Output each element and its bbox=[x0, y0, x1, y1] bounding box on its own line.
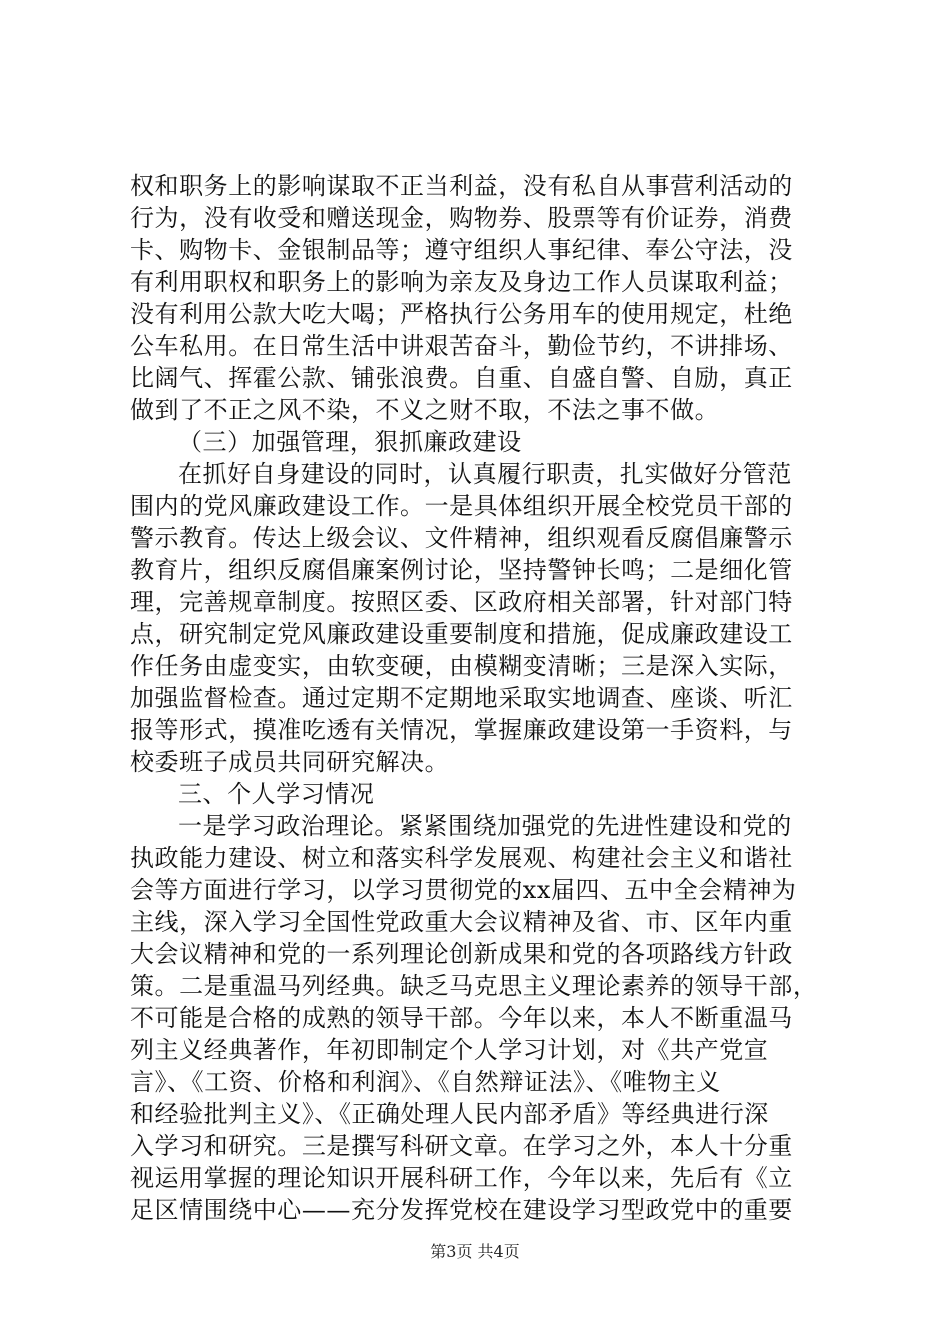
text-line: 入学习和研究。三是撰写科研文章。在学习之外，本人十分重 bbox=[130, 1132, 793, 1160]
text-line: 没有利用公款大吃大喝；严格执行公务用车的使用规定，杜绝 bbox=[130, 300, 793, 328]
text-line: 做到了不正之风不染，不义之财不取，不法之事不做。 bbox=[130, 396, 720, 424]
text-line: 言》、《工资、价格和利润》、《自然辩证法》、《唯物主义 bbox=[130, 1068, 721, 1096]
text-line: 公车私用。在日常生活中讲艰苦奋斗，勤俭节约，不讲排场、 bbox=[130, 332, 793, 360]
text-line: 一是学习政治理论。紧紧围绕加强党的先进性建设和党的 bbox=[178, 812, 792, 840]
text-line: 围内的党风廉政建设工作。一是具体组织开展全校党员干部的 bbox=[130, 492, 793, 520]
section-heading: （三）加强管理，狠抓廉政建设 bbox=[178, 428, 522, 456]
text-line: 有利用职权和职务上的影响为亲友及身边工作人员谋取利益； bbox=[130, 268, 793, 296]
text-line: 策。二是重温马列经典。缺乏马克思主义理论素养的领导干部， bbox=[130, 972, 818, 1000]
text-line: 会等方面进行学习，以学习贯彻党的xx届四、五中全会精神为 bbox=[130, 876, 797, 904]
text-line: 校委班子成员共同研究解决。 bbox=[130, 748, 450, 776]
text-line: 加强监督检查。通过定期不定期地采取实地调查、座谈、听汇 bbox=[130, 684, 793, 712]
section-heading: 三、个人学习情况 bbox=[178, 780, 375, 808]
text-line: 卡、购物卡、金银制品等；遵守组织人事纪律、奉公守法，没 bbox=[130, 236, 793, 264]
text-line: 视运用掌握的理论知识开展科研工作，今年以来，先后有《立 bbox=[130, 1164, 793, 1192]
text-line: 列主义经典著作，年初即制定个人学习计划，对《共产党宣 bbox=[130, 1036, 769, 1064]
page-footer bbox=[0, 1242, 950, 1262]
text-line: 和经验批判主义》、《正确处理人民内部矛盾》等经典进行深 bbox=[130, 1100, 769, 1128]
text-line: 不可能是合格的成熟的领导干部。今年以来，本人不断重温马 bbox=[130, 1004, 793, 1032]
text-line: 比阔气、挥霍公款、铺张浪费。自重、自盛自警、自励，真正 bbox=[130, 364, 793, 392]
text-line: 行为，没有收受和赠送现金，购物券、股票等有价证券，消费 bbox=[130, 204, 793, 232]
text-line: 警示教育。传达上级会议、文件精神，组织观看反腐倡廉警示 bbox=[130, 524, 793, 552]
page-number: 第3页 共4页 bbox=[430, 1242, 520, 1261]
text-line: 理，完善规章制度。按照区委、区政府相关部署，针对部门特 bbox=[130, 588, 793, 616]
text-line: 主线，深入学习全国性党政重大会议精神及省、市、区年内重 bbox=[130, 908, 793, 936]
text-line: 作任务由虚变实，由软变硬，由模糊变清晰；三是深入实际， bbox=[130, 652, 793, 680]
text-line: 大会议精神和党的一系列理论创新成果和党的各项路线方针政 bbox=[130, 940, 793, 968]
text-line: 在抓好自身建设的同时，认真履行职责，扎实做好分管范 bbox=[178, 460, 792, 488]
text-line: 点，研究制定党风廉政建设重要制度和措施，促成廉政建设工 bbox=[130, 620, 793, 648]
text-line: 执政能力建设、树立和落实科学发展观、构建社会主义和谐社 bbox=[130, 844, 793, 872]
text-line: 足区情围绕中心——充分发挥党校在建设学习型政党中的重要 bbox=[130, 1196, 793, 1224]
document-body bbox=[130, 170, 830, 1226]
text-line: 报等形式，摸准吃透有关情况，掌握廉政建设第一手资料，与 bbox=[130, 716, 793, 744]
text-line: 权和职务上的影响谋取不正当利益，没有私自从事营利活动的 bbox=[130, 172, 793, 200]
text-line: 教育片，组织反腐倡廉案例讨论，坚持警钟长鸣；二是细化管 bbox=[130, 556, 793, 584]
